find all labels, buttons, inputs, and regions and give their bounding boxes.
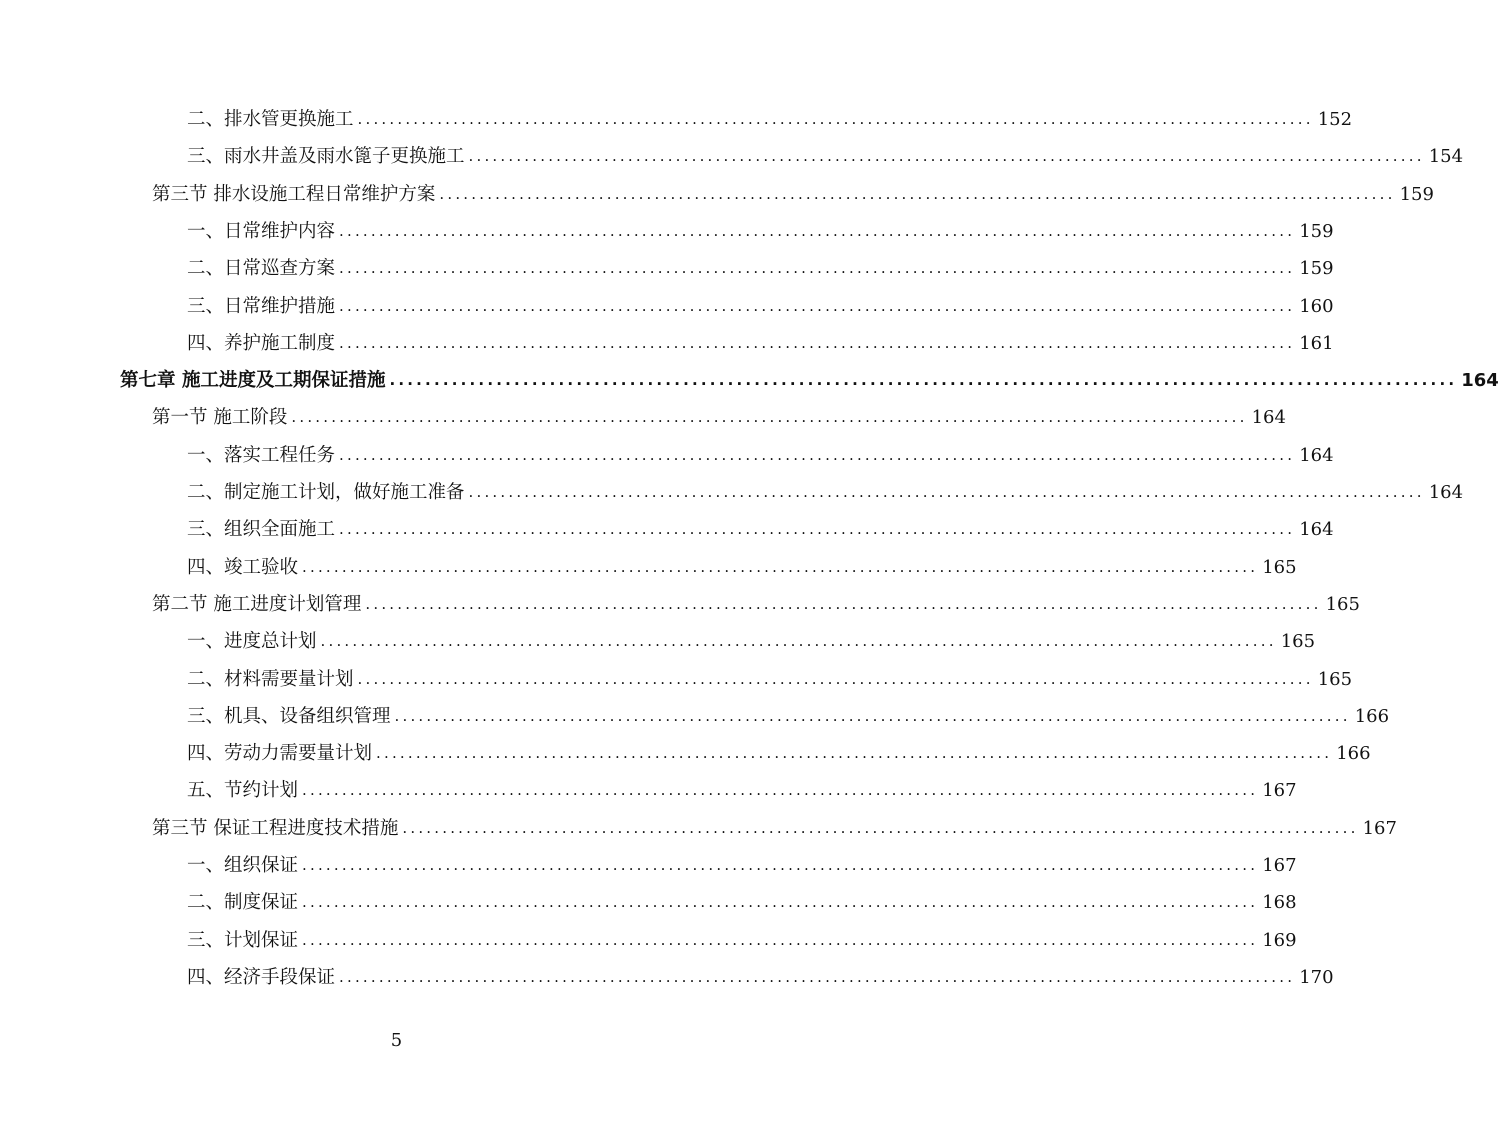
toc-entry-page: 164 <box>1251 407 1286 429</box>
toc-entry <box>187 884 1297 921</box>
toc-entry <box>187 474 1464 511</box>
toc-leader-dots: ........................................................................................................................ <box>376 744 1333 763</box>
toc-leader-dots: ........................................................................................................................ <box>302 930 1259 949</box>
toc-leader-dots: ........................................................................................................................ <box>302 781 1259 800</box>
toc-entry <box>187 549 1297 586</box>
toc-leader-dots: ........................................................................................................................ <box>320 632 1277 651</box>
toc-leader-dots: ........................................................................................................................ <box>339 967 1296 986</box>
toc-entry-page: 165 <box>1317 668 1353 690</box>
toc-entry-title: 三、雨水井盖及雨水篦子更换施工 <box>187 146 465 168</box>
toc-entry <box>187 772 1297 809</box>
toc-leader-dots: ........................................................................................................................ <box>357 669 1314 688</box>
toc-entry-page: 159 <box>1299 220 1334 242</box>
toc-leader-dots: ........................................................................................................................ <box>302 893 1259 912</box>
toc-leader-dots: ........................................................................................................................ <box>339 221 1296 240</box>
toc-entry <box>187 325 1334 362</box>
toc-leader-dots: ........................................................................................................................ <box>291 408 1248 427</box>
toc-entry-page: 167 <box>1262 855 1297 876</box>
toc-entry-page: 161 <box>1299 332 1334 354</box>
toc-entry-title: 一、日常维护内容 <box>187 220 336 242</box>
toc-leader-dots: ........................................................................................................................ <box>339 520 1296 539</box>
toc-entry <box>187 698 1390 735</box>
toc-leader-dots: ........................................................................................................................ <box>302 856 1259 874</box>
toc-entry-title: 一、组织保证 <box>187 855 299 876</box>
toc-leader-dots: ........................................................................................................................ <box>339 296 1296 315</box>
toc-entry-page: 152 <box>1317 109 1353 130</box>
toc-entry-page: 164 <box>1461 370 1499 392</box>
toc-entry-title: 第二节 施工进度计划管理 <box>152 593 362 615</box>
toc-entry <box>152 399 1286 436</box>
toc-entry-page: 167 <box>1362 817 1397 839</box>
toc-entry-page: 169 <box>1262 929 1297 951</box>
toc-entry-page: 159 <box>1299 258 1334 280</box>
toc-entry-title: 第七章 施工进度及工期保证措施 <box>120 370 386 392</box>
toc-entry-title: 一、落实工程任务 <box>187 444 336 466</box>
toc-entry-page: 165 <box>1280 631 1316 653</box>
toc-entry-title: 二、日常巡查方案 <box>187 258 336 280</box>
toc-entry-page: 166 <box>1336 743 1371 765</box>
toc-entry-title: 三、计划保证 <box>187 929 299 951</box>
toc-entry <box>120 362 1499 399</box>
toc-entry-title: 二、制定施工计划，做好施工准备 <box>187 482 465 503</box>
toc-entry <box>187 959 1334 996</box>
toc-entry <box>187 288 1334 325</box>
toc-leader-dots: ........................................................................................................................ <box>365 594 1322 613</box>
toc-entry-title: 四、劳动力需要量计划 <box>187 743 373 765</box>
toc-entry-page: 164 <box>1428 482 1464 503</box>
toc-entry-title: 二、制度保证 <box>187 892 299 914</box>
toc-leader-dots: ........................................................................................................................ <box>339 333 1296 352</box>
toc-entry <box>187 735 1371 772</box>
toc-entry-title: 四、养护施工制度 <box>187 332 336 354</box>
page-number: 5 <box>390 1030 403 1051</box>
toc-entry-title: 第一节 施工阶段 <box>152 407 288 429</box>
toc-entry-title: 四、竣工验收 <box>187 556 299 578</box>
toc-leader-dots: ........................................................................................................................ <box>468 147 1425 166</box>
toc-entry-title: 三、日常维护措施 <box>187 295 336 317</box>
toc-leader-dots: ........................................................................................................................ <box>339 445 1296 464</box>
toc-entry <box>187 437 1334 474</box>
toc-entry <box>187 250 1334 287</box>
toc-entry-title: 四、经济手段保证 <box>187 966 336 988</box>
toc-entry <box>187 138 1464 175</box>
toc-leader-dots: ........................................................................................................................ <box>302 557 1259 576</box>
toc-entry-page: 164 <box>1299 444 1334 466</box>
toc-leader-dots: ........................................................................................................................ <box>439 184 1396 203</box>
toc-leader-dots: ........................................................................................................................ <box>468 483 1425 501</box>
toc-leader-dots: ........................................................................................................................ <box>339 259 1296 278</box>
toc-entry <box>187 101 1353 138</box>
toc-entry-title: 二、排水管更换施工 <box>187 109 354 130</box>
toc-entry <box>187 511 1334 548</box>
toc-entry-page: 165 <box>1325 593 1360 615</box>
toc-entry-title: 五、节约计划 <box>187 780 299 802</box>
toc-entry-page: 168 <box>1262 892 1297 914</box>
toc-entry-page: 167 <box>1262 780 1297 802</box>
toc-entry-page: 159 <box>1399 183 1434 205</box>
toc-entry-title: 一、进度总计划 <box>187 631 317 653</box>
toc-entry <box>187 623 1316 660</box>
toc-entry-title: 二、材料需要量计划 <box>187 668 354 690</box>
toc-entry-page: 154 <box>1428 146 1464 168</box>
toc-entry-title: 第三节 排水设施工程日常维护方案 <box>152 183 436 205</box>
toc-entry <box>152 810 1397 847</box>
toc-entry <box>187 922 1297 959</box>
toc-entry-page: 160 <box>1299 295 1334 317</box>
toc-entry-title: 三、组织全面施工 <box>187 519 336 541</box>
toc-entry <box>152 176 1434 213</box>
toc-entry-page: 164 <box>1299 519 1334 541</box>
toc-entry-page: 170 <box>1299 966 1334 988</box>
toc-entry-page: 165 <box>1262 556 1297 578</box>
toc-entry-title: 第三节 保证工程进度技术措施 <box>152 817 399 839</box>
toc-leader-dots: ........................................................................................................................ <box>357 110 1314 128</box>
toc-entry-title: 三、机具、设备组织管理 <box>187 705 391 727</box>
toc-entry <box>187 847 1297 884</box>
toc-entry-page: 166 <box>1354 705 1390 727</box>
toc-leader-dots: ........................................................................................................................ <box>394 706 1351 725</box>
toc-entry <box>187 661 1353 698</box>
toc-leader-dots: ........................................................................................................................ <box>402 818 1359 837</box>
toc-leader-dots: ........................................................................................................................ <box>389 371 1458 390</box>
toc-entry <box>187 213 1334 250</box>
toc-entry <box>152 586 1360 623</box>
